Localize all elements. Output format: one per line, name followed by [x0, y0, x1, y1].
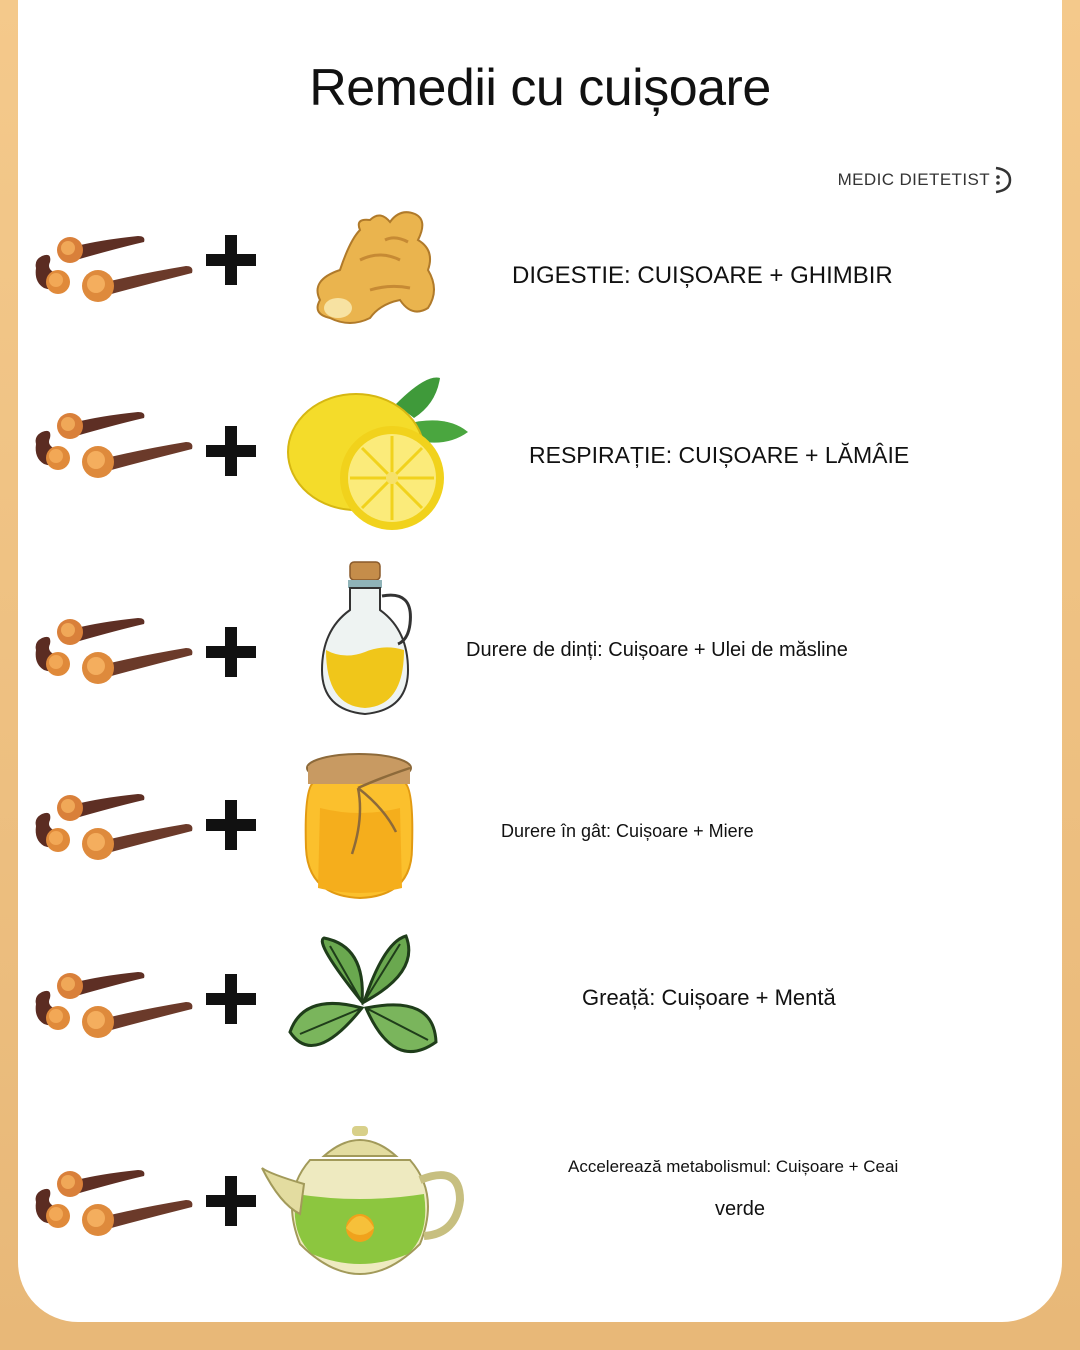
cloves-icon — [28, 406, 198, 506]
remedy-row-nausea — [18, 932, 1062, 1082]
ginger-icon — [300, 200, 450, 330]
honey-jar-icon — [300, 748, 436, 902]
plus-icon — [204, 233, 258, 287]
infographic-card — [18, 0, 1062, 1322]
plus-icon — [204, 625, 258, 679]
plus-icon — [204, 424, 258, 478]
remedy-row-metabolism — [18, 1124, 1062, 1284]
remedy-row-toothache — [18, 560, 1062, 720]
plus-icon — [204, 972, 258, 1026]
remedy-label: Greață: Cuișoare + Mentă — [582, 985, 836, 1010]
cloves-icon — [28, 788, 198, 888]
remedy-row-sore-throat — [18, 748, 1062, 904]
brand-name: MEDIC DIETETIST — [837, 170, 990, 189]
brand-logo — [838, 166, 1012, 194]
plus-icon — [204, 798, 258, 852]
page-title: Remedii cu cuișoare — [309, 59, 771, 117]
cloves-icon — [28, 1164, 198, 1264]
remedy-label-continued: verde — [715, 1198, 766, 1220]
cloves-icon — [28, 612, 198, 712]
mint-icon — [284, 932, 444, 1078]
green-tea-icon — [260, 1124, 466, 1276]
plus-icon — [204, 1174, 258, 1228]
olive-oil-icon — [314, 560, 414, 718]
remedy-label: Durere de dinți: Cuișoare + Ulei de măsline — [466, 639, 848, 661]
cloves-icon — [28, 230, 198, 330]
remedy-label: Accelerează metabolismul: Cuișoare + Ceai — [568, 1157, 899, 1176]
lemon-icon — [286, 374, 470, 534]
cloves-icon — [28, 966, 198, 1066]
remedy-label: DIGESTIE: CUIȘOARE + GHIMBIR — [512, 262, 893, 289]
brand-mark-icon — [992, 166, 1012, 194]
remedy-label: Durere în gât: Cuișoare + Miere — [501, 821, 754, 841]
remedy-row-digestion — [18, 200, 1062, 340]
remedy-label: RESPIRAȚIE: CUIȘOARE + LĂMÂIE — [529, 442, 910, 468]
remedy-row-respiration — [18, 374, 1062, 534]
